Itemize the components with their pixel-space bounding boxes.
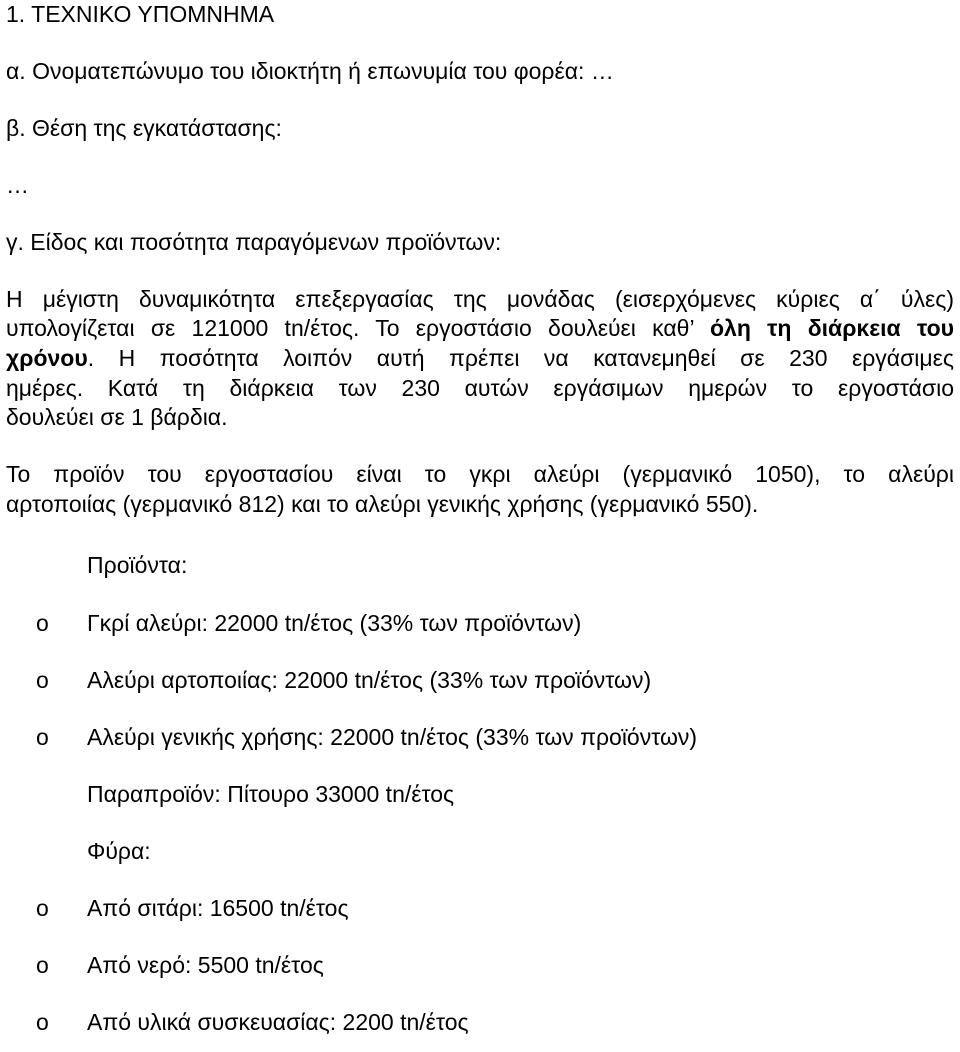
item-b-location: β. Θέση της εγκατάστασης: bbox=[6, 115, 282, 141]
bullet-marker: o bbox=[36, 952, 49, 978]
bold-phrase: χρόνου bbox=[6, 345, 88, 371]
product-item: Αλεύρι γενικής χρήσης: 22000 tn/έτος (33% των προϊόντων) bbox=[87, 724, 698, 750]
loss-item: Από υλικά συσκευασίας: 2200 tn/έτος bbox=[87, 1009, 469, 1035]
paragraph-2-line-2: αρτοποιίας (γερμανικό 812) και το αλεύρι γενικής χρήσης (γερμανικό 550). bbox=[6, 491, 759, 517]
losses-label: Φύρα: bbox=[87, 838, 151, 864]
paragraph-1-line-2: υπολογίζεται σε 121000 tn/έτος. Το εργοστάσιο δουλεύει καθ’ όλη τη διάρκεια του bbox=[6, 315, 955, 341]
paragraph-1-line-5: δουλεύει σε 1 βάρδια. bbox=[6, 404, 228, 430]
bullet-marker: o bbox=[36, 1009, 49, 1035]
loss-item: Από σιτάρι: 16500 tn/έτος bbox=[87, 895, 349, 921]
bullet-marker: o bbox=[36, 895, 49, 921]
item-c-products-type: γ. Είδος και ποσότητα παραγόμενων προϊόντων: bbox=[6, 229, 502, 255]
products-label: Προϊόντα: bbox=[87, 552, 188, 578]
document-heading: 1. ΤΕΧΝΙΚΟ ΥΠΟΜΝΗΜΑ bbox=[6, 1, 275, 27]
bold-phrase: όλη τη διάρκεια του bbox=[710, 315, 955, 341]
item-a-owner: α. Ονοματεπώνυμο του ιδιοκτήτη ή επωνυμία του φορέα: … bbox=[6, 58, 614, 84]
product-item: Γκρί αλεύρι: 22000 tn/έτος (33% των προϊόντων) bbox=[87, 610, 582, 636]
byproduct-line: Παραπροϊόν: Πίτουρο 33000 tn/έτος bbox=[87, 781, 455, 807]
bullet-marker: o bbox=[36, 610, 49, 636]
paragraph-1-line-3: χρόνου. Η ποσότητα λοιπόν αυτή πρέπει να κατανεμηθεί σε 230 εργάσιμες bbox=[6, 345, 954, 371]
paragraph-1-line-4: ημέρες. Κατά τη διάρκεια των 230 αυτών εργάσιμων ημερών το εργοστάσιο bbox=[6, 375, 954, 401]
product-item: Αλεύρι αρτοποιίας: 22000 tn/έτος (33% των προϊόντων) bbox=[87, 667, 652, 693]
paragraph-1-line-1: Η μέγιστη δυναμικότητα επεξεργασίας της μονάδας (εισερχόμενες κύριες α΄ ύλες) bbox=[6, 286, 954, 312]
bullet-marker: o bbox=[36, 724, 49, 750]
bullet-marker: o bbox=[36, 667, 49, 693]
paragraph-2-line-1: Το προϊόν του εργοστασίου είναι το γκρι αλεύρι (γερμανικό 1050), το αλεύρι bbox=[6, 461, 954, 487]
loss-item: Από νερό: 5500 tn/έτος bbox=[87, 952, 324, 978]
item-b-ellipsis: … bbox=[6, 172, 29, 198]
